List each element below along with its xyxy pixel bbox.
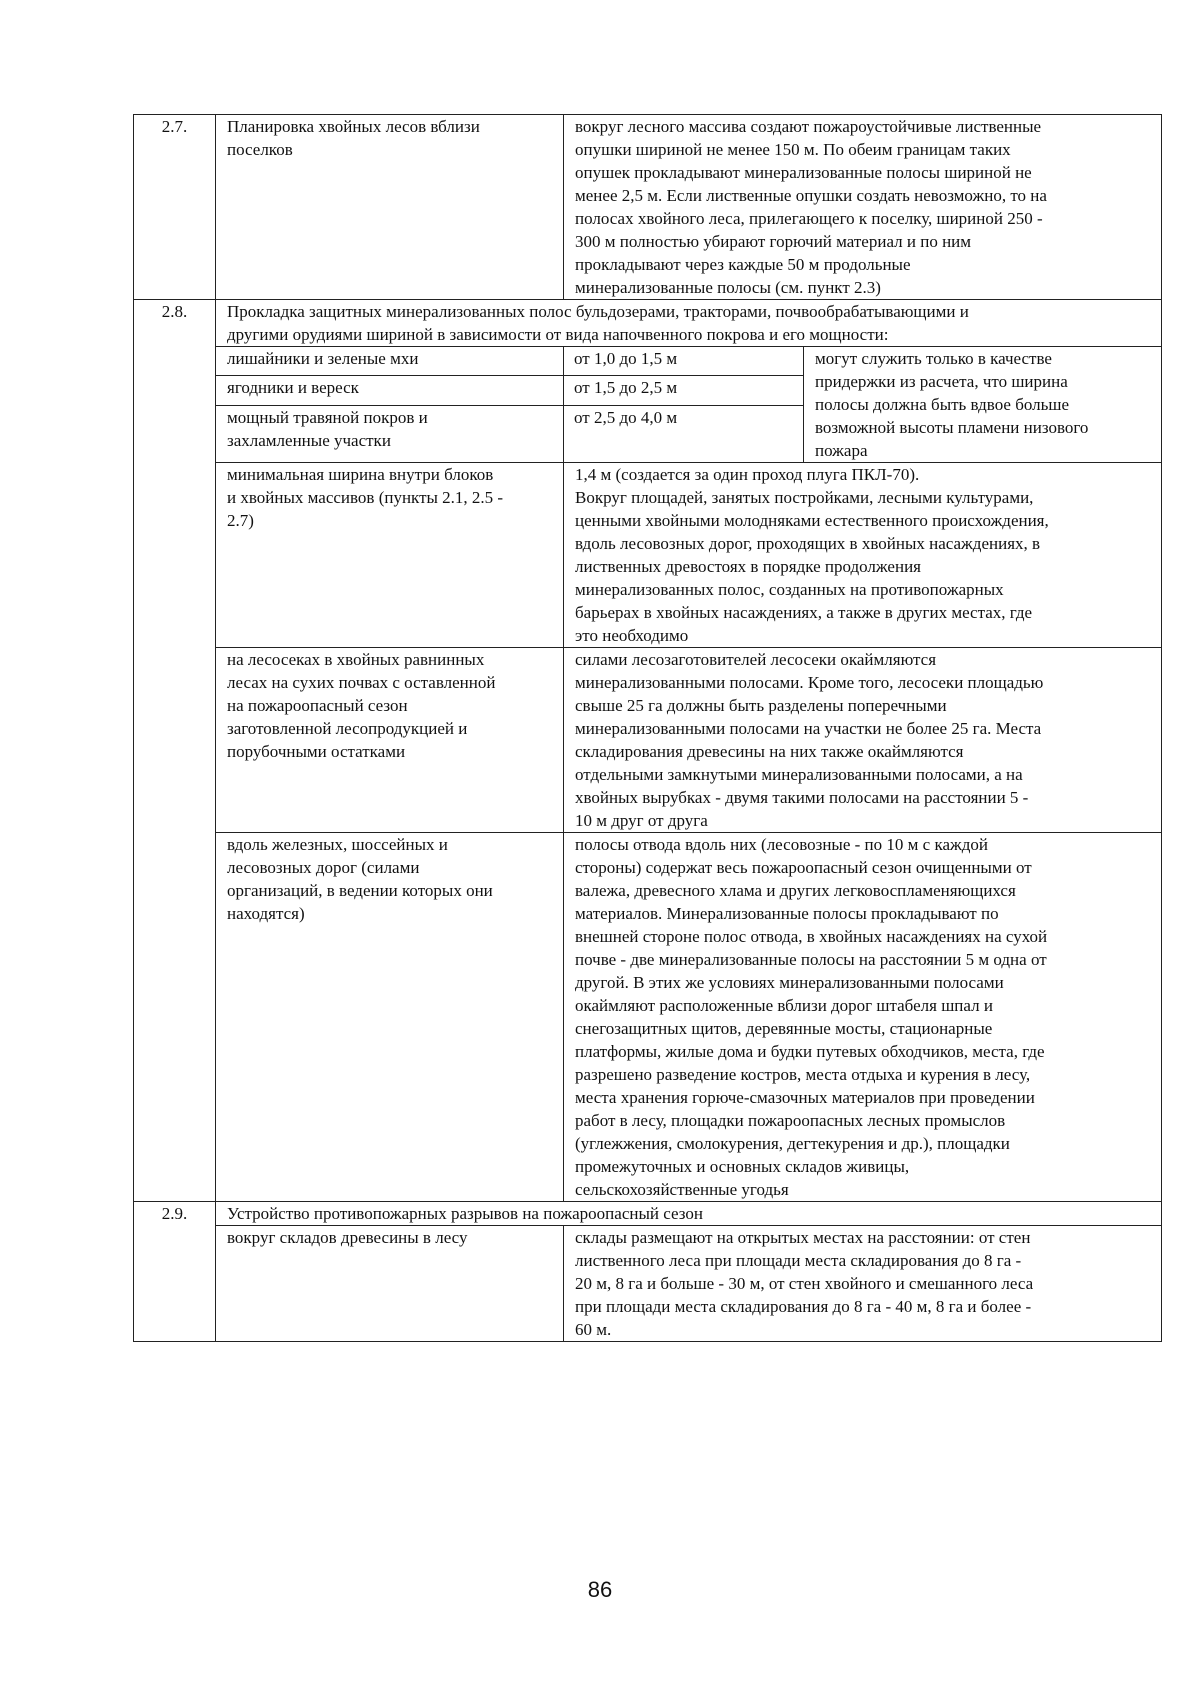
table-row — [134, 1226, 1162, 1342]
condition-label: вокруг складов древесины в лесу — [216, 1226, 564, 1342]
strip-width: от 1,5 до 2,5 м — [564, 376, 804, 405]
item-number: 2.7. — [134, 115, 216, 300]
condition-label: вдоль железных, шоссейных и лесовозных дорог (силами организаций, в ведении которых они находятся) — [216, 833, 564, 1202]
table-row — [134, 347, 1162, 376]
item-number: 2.8. — [134, 300, 216, 1202]
strip-width: от 2,5 до 4,0 м — [564, 405, 804, 462]
section-heading: Устройство противопожарных разрывов на пожароопасный сезон — [216, 1202, 1162, 1226]
cover-type: лишайники и зеленые мхи — [216, 347, 564, 376]
condition-label: минимальная ширина внутри блоков и хвойных массивов (пункты 2.1, 2.5 - 2.7) — [216, 463, 564, 648]
measure-name: Планировка хвойных лесов вблизи поселков — [216, 115, 564, 300]
measure-description: вокруг лесного массива создают пожароустойчивые лиственные опушки шириной не менее 150 м. По обеим границам таких опушек прокладывают минерализованные полосы шириной не менее 2,5 м. Если лиственные опушки создать невозможно, то на полосах хвойного леса, прилегающего к поселку, шириной 250 - 300 м полностью убирают горючий материал и по ним прокладывают через каждые 50 м продольные минерализованные полосы (см. пункт 2.3) — [564, 115, 1162, 300]
condition-description: полосы отвода вдоль них (лесовозные - по 10 м с каждой стороны) содержат весь пожароопасный сезон очищенными от валежа, древесного хлама и других легковоспламеняющихся материалов. Минерализованные полосы прокладывают по внешней стороне полос отвода, в хвойных насаждениях на сухой почве - две минерализованные полосы на расстоянии 5 м одна от другой. В этих же условиях минерализованными полосами окаймляют расположенные вблизи дорог штабеля шпал и снегозащитных щитов, деревянные мосты, стационарные платформы, жилые дома и будки путевых обходчиков, места, где разрешено разведение костров, места отдыха и курения в лесу, места хранения горюче-смазочных материалов при проведении работ в лесу, площадки пожароопасных лесных промыслов (углежжения, смолокурения, дегтекурения и др.), площадки промежуточных и основных складов живицы, сельскохозяйственные угодья — [564, 833, 1162, 1202]
condition-description: силами лесозаготовителей лесосеки окаймляются минерализованными полосами. Кроме того, лесосеки площадью свыше 25 га должны быть разделены поперечными минерализованными полосами на участки не более 25 га. Места складирования древесины на них также окаймляются отдельными замкнутыми минерализованными полосами, а на хвойных вырубках - двумя такими полосами на расстоянии 5 - 10 м друг от друга — [564, 648, 1162, 833]
condition-description: 1,4 м (создается за один проход плуга ПКЛ-70). Вокруг площадей, занятых постройками, лесными культурами, ценными хвойными молодняками естественного происхождения, вдоль лесовозных дорог, проходящих в хвойных насаждениях, в лиственных древостоях в порядке продолжения минерализованных полос, созданных на противопожарных барьерах в хвойных насаждениях, а также в других местах, где это необходимо — [564, 463, 1162, 648]
cover-type: мощный травяной покров и захламленные участки — [216, 405, 564, 462]
table-row — [134, 648, 1162, 833]
table-row — [134, 115, 1162, 300]
condition-description: склады размещают на открытых местах на расстоянии: от стен лиственного леса при площади места складирования до 8 га - 20 м, 8 га и больше - 30 м, от стен хвойного и смешанного леса при площади места складирования до 8 га - 40 м, 8 га и более - 60 м. — [564, 1226, 1162, 1342]
strip-width: от 1,0 до 1,5 м — [564, 347, 804, 376]
cover-type: ягодники и вереск — [216, 376, 564, 405]
regulations-table — [133, 114, 1162, 1342]
table-row — [134, 833, 1162, 1202]
page-number: 86 — [587, 1577, 613, 1602]
cover-note: могут служить только в качестве придержки из расчета, что ширина полосы должна быть вдвое больше возможной высоты пламени низового пожара — [804, 347, 1162, 463]
table-row — [134, 300, 1162, 347]
table-row — [134, 1202, 1162, 1226]
table-row — [134, 463, 1162, 648]
condition-label: на лесосеках в хвойных равнинных лесах на сухих почвах с оставленной на пожароопасный сезон заготовленной лесопродукцией и порубочными остатками — [216, 648, 564, 833]
item-number: 2.9. — [134, 1202, 216, 1342]
section-heading: Прокладка защитных минерализованных полос бульдозерами, тракторами, почвообрабатывающими и другими орудиями шириной в зависимости от вида напочвенного покрова и его мощности: — [216, 300, 1162, 347]
